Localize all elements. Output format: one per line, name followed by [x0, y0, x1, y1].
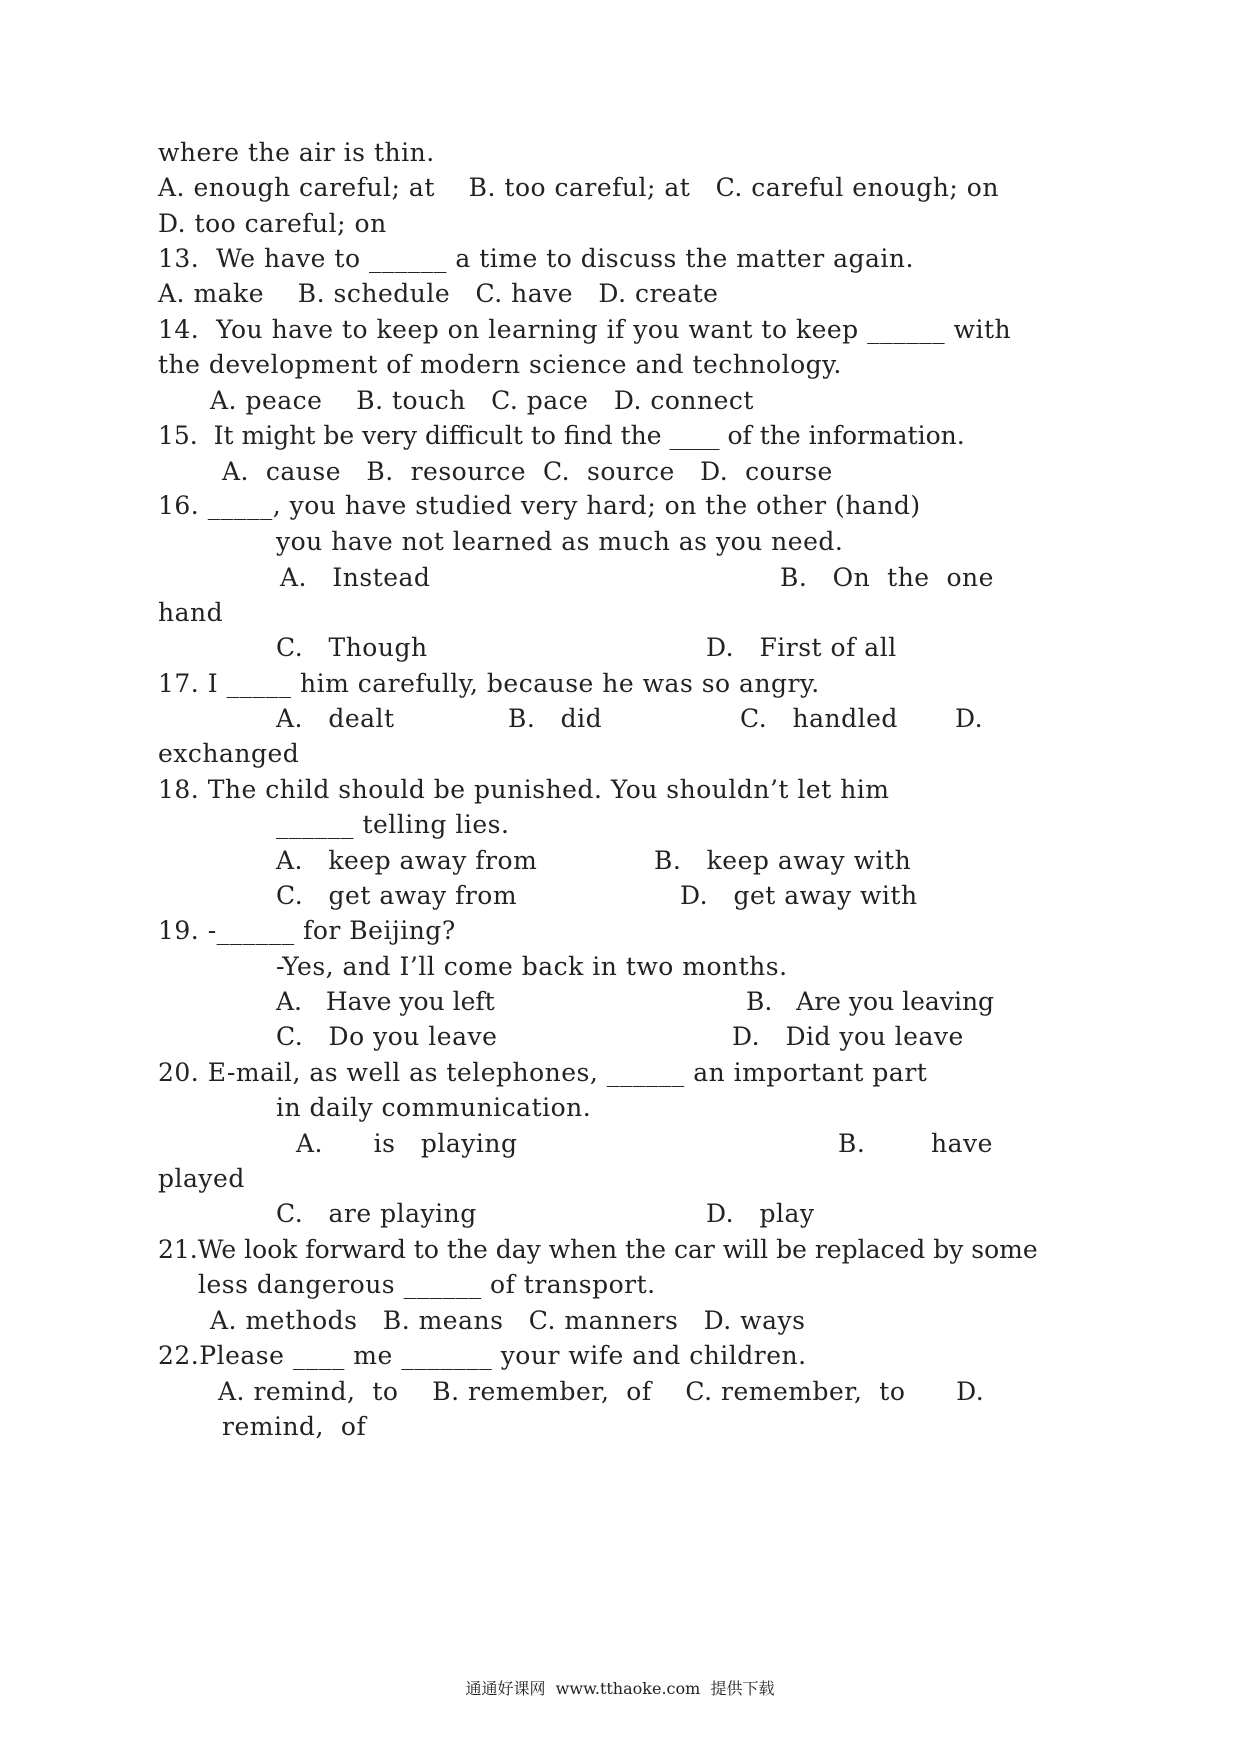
- answer-options: A. peace B. touch C. pace D. connect: [210, 386, 754, 415]
- option-b: B. did: [508, 704, 603, 733]
- option-d: D. get away with: [680, 881, 918, 910]
- question-21: 21.We look forward to the day when the car will be replaced by some: [158, 1235, 1038, 1264]
- answer-options: A. enough careful; at B. too careful; at C. careful enough; on: [158, 173, 999, 202]
- question-13: 13. We have to ______ a time to discuss the matter again.: [158, 244, 914, 273]
- text-line: less dangerous ______ of transport.: [198, 1270, 656, 1299]
- question-19: 19. -______ for Beijing?: [158, 916, 456, 945]
- text-line: exchanged: [158, 739, 300, 768]
- option-b: B.: [838, 1129, 866, 1158]
- option-b: B. keep away with: [654, 846, 912, 875]
- answer-options: A. remind, to B. remember, of C. remember, to D.: [218, 1377, 985, 1406]
- option-b: B. On the one: [780, 563, 994, 592]
- option-b: B. Are you leaving: [746, 987, 995, 1016]
- option-a: A. Have you left: [276, 987, 495, 1016]
- option-a: A. is playing: [296, 1129, 518, 1158]
- option-a: A. dealt: [276, 704, 395, 733]
- text-line: remind, of: [222, 1412, 367, 1441]
- text-line: you have not learned as much as you need.: [276, 527, 844, 556]
- option-c: C. handled: [740, 704, 898, 733]
- option-c: C. are playing: [276, 1199, 477, 1228]
- question-16: 16. _____, you have studied very hard; on the other (hand): [158, 491, 921, 520]
- text-line: -Yes, and I’ll come back in two months.: [276, 952, 788, 981]
- text-line: have: [931, 1129, 993, 1158]
- text-line: where the air is thin.: [158, 138, 435, 167]
- text-line: in daily communication.: [276, 1093, 592, 1122]
- option-c: C. get away from: [276, 881, 518, 910]
- question-18: 18. The child should be punished. You shouldn’t let him: [158, 775, 890, 804]
- option-a: A. Instead: [280, 563, 431, 592]
- option-d: D. play: [706, 1199, 815, 1228]
- question-22: 22.Please ____ me _______ your wife and children.: [158, 1341, 807, 1370]
- answer-options: D. too careful; on: [158, 209, 387, 238]
- footer-text: 通通好课网 www.tthaoke.com 提供下载: [465, 1679, 775, 1698]
- option-c: C. Do you leave: [276, 1022, 498, 1051]
- option-d: D. First of all: [706, 633, 897, 662]
- option-a: A. keep away from: [276, 846, 538, 875]
- answer-options: A. make B. schedule C. have D. create: [158, 279, 719, 308]
- question-15: 15. It might be very difficult to find the ____ of the information.: [158, 421, 965, 450]
- question-17: 17. I _____ him carefully, because he was so angry.: [158, 669, 820, 698]
- option-d: D.: [955, 704, 984, 733]
- option-d: D. Did you leave: [732, 1022, 964, 1051]
- answer-options: A. cause B. resource C. source D. course: [222, 457, 833, 486]
- question-14: 14. You have to keep on learning if you want to keep ______ with: [158, 315, 1012, 344]
- text-line: played: [158, 1164, 245, 1193]
- option-c: C. Though: [276, 633, 428, 662]
- text-line: ______ telling lies.: [276, 810, 510, 839]
- question-20: 20. E-mail, as well as telephones, ______ an important part: [158, 1058, 928, 1087]
- text-line: hand: [158, 598, 224, 627]
- answer-options: A. methods B. means C. manners D. ways: [210, 1306, 806, 1335]
- text-line: the development of modern science and technology.: [158, 350, 842, 379]
